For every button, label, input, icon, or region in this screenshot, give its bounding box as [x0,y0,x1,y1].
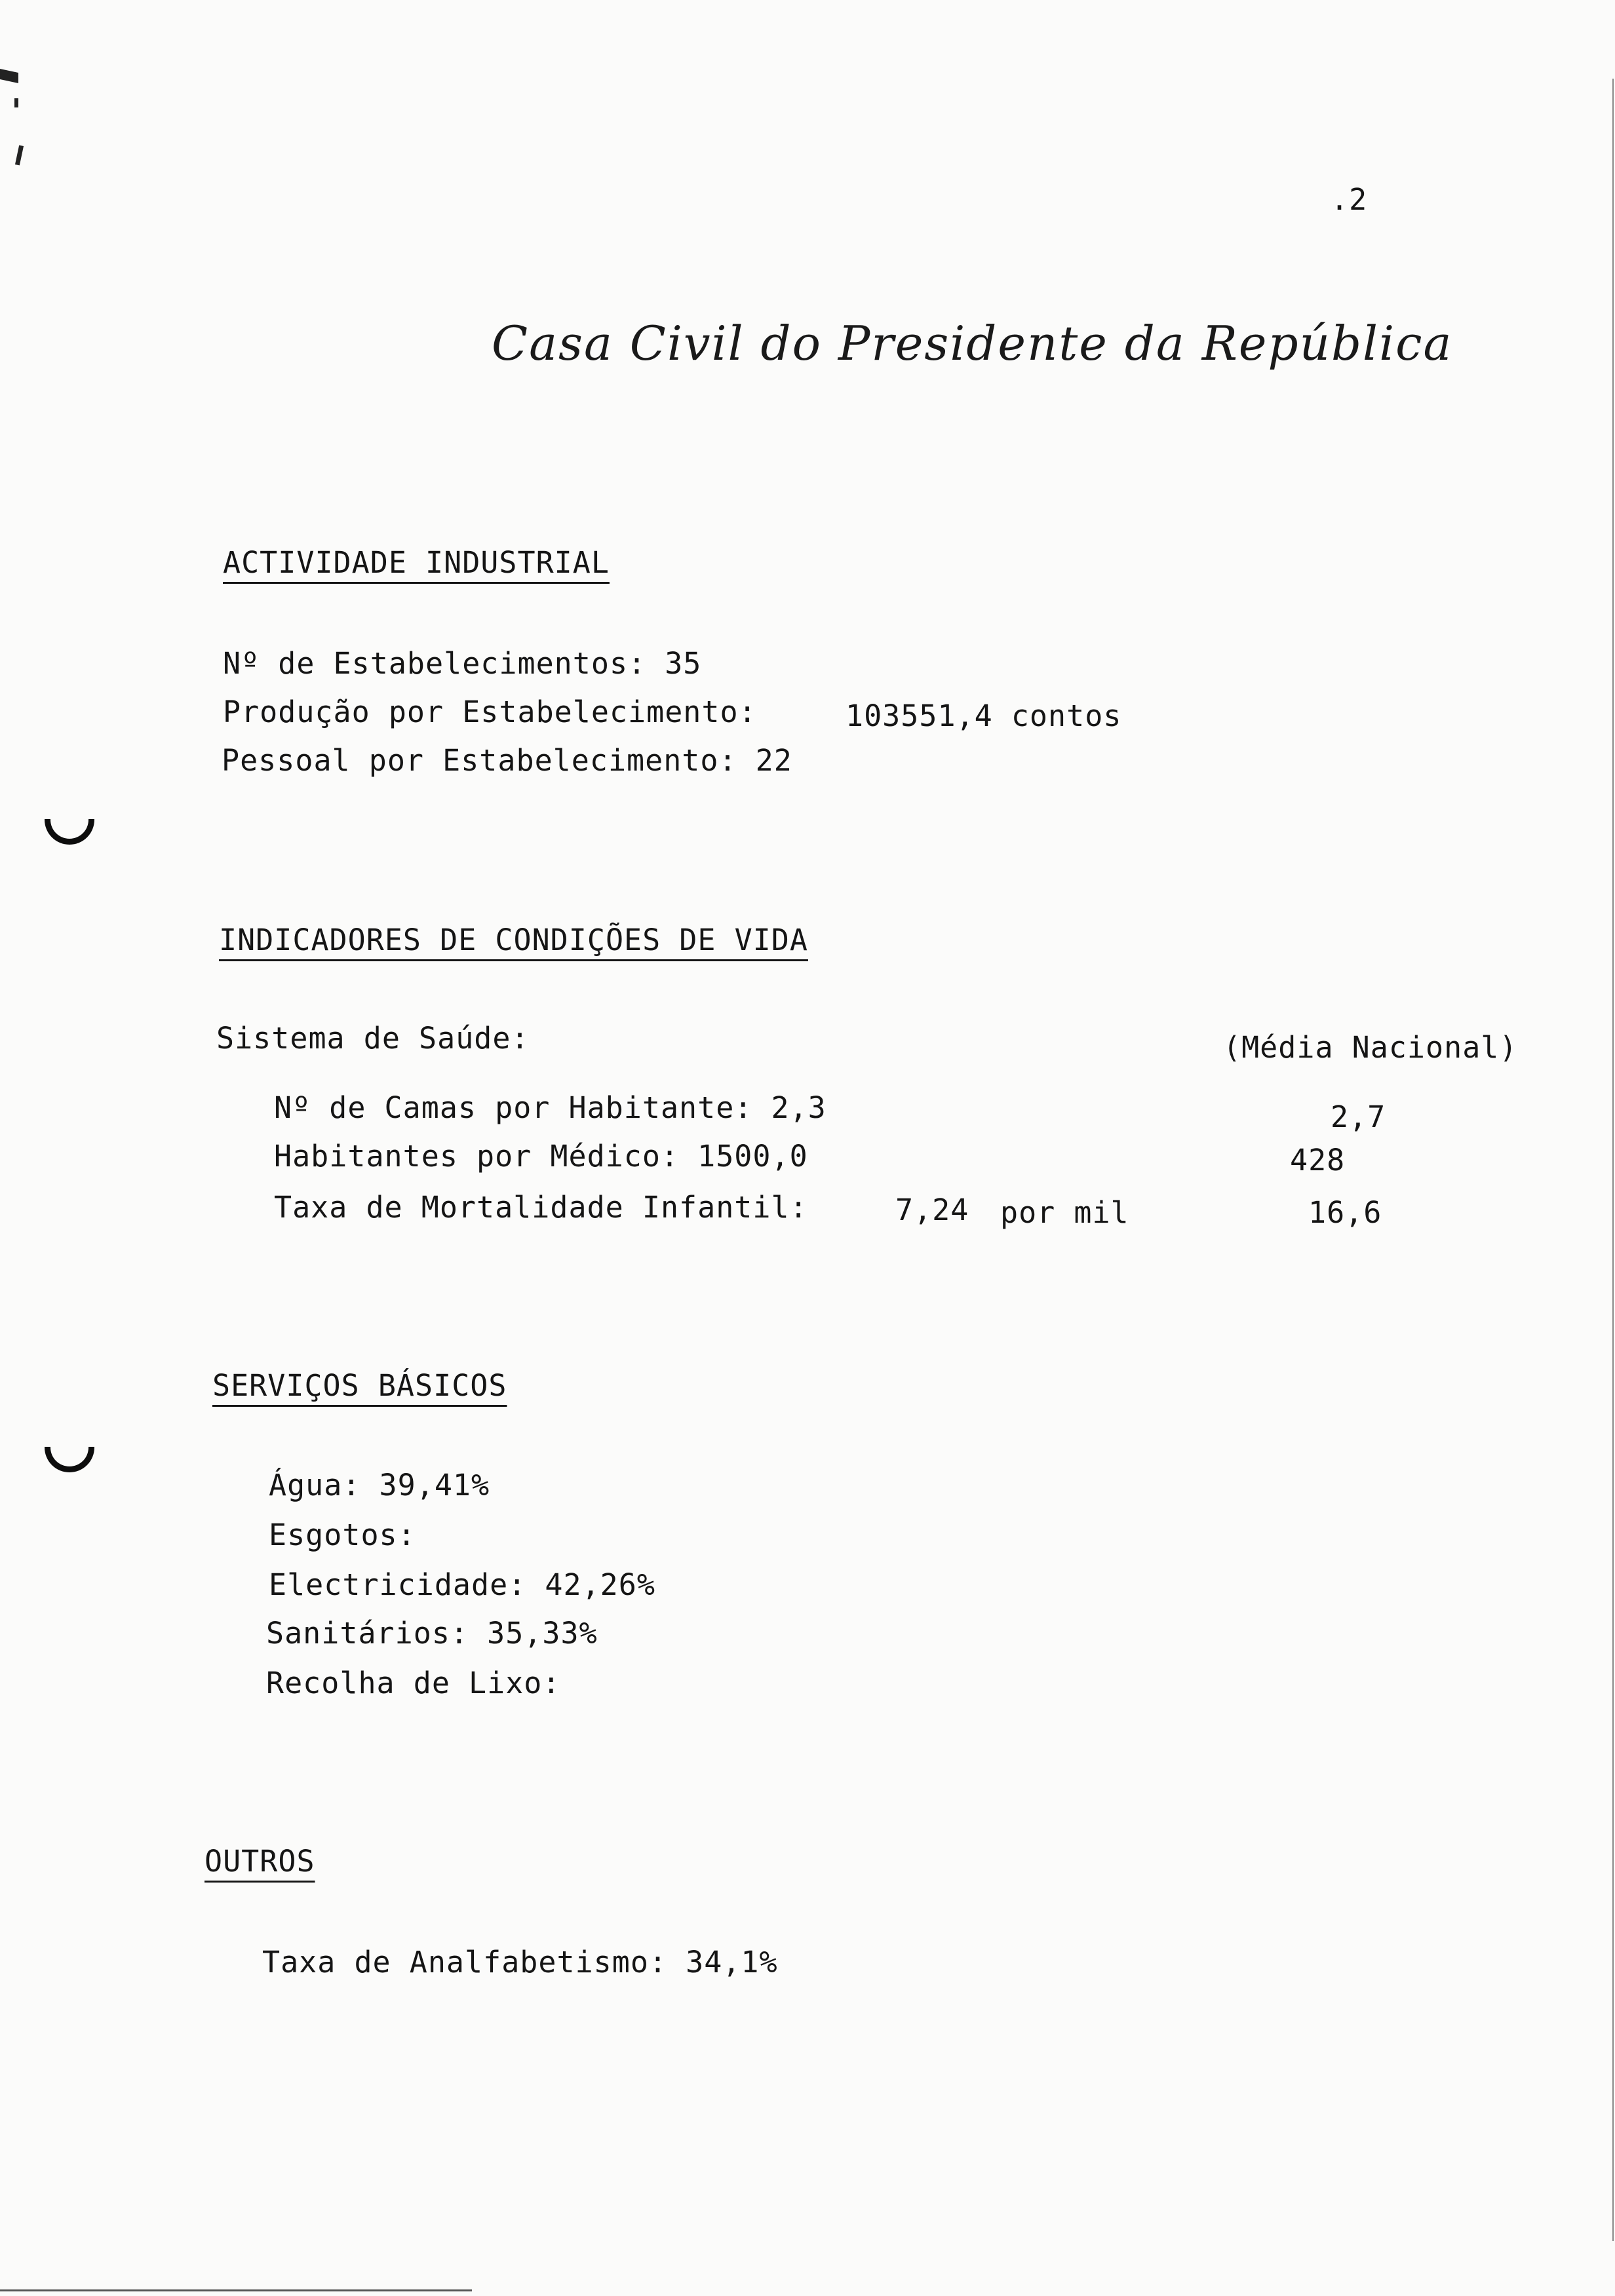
infant-mortality-label: Taxa de Mortalidade Infantil: [274,1190,808,1225]
infant-mortality-value: 7,24 [895,1193,969,1227]
establishments-count: Nº de Estabelecimentos: 35 [223,646,702,681]
service-waste-collection: Recolha de Lixo: [266,1666,561,1700]
hole-punch-mark [45,1447,94,1472]
health-system-label: Sistema de Saúde: [216,1021,530,1056]
infant-mortality-unit: por mil [1000,1195,1129,1230]
staff-per-establishment: Pessoal por Estabelecimento: 22 [222,743,792,778]
inhabitants-per-doctor: Habitantes por Médico: 1500,0 [274,1139,808,1174]
beds-per-inhabitant: Nº de Camas por Habitante: 2,3 [274,1090,827,1125]
section-heading-industrial: ACTIVIDADE INDUSTRIAL [223,545,610,580]
national-average-label: (Média Nacional) [1223,1030,1518,1065]
page-number: .2 [1331,182,1368,217]
section-heading-others: OUTROS [204,1844,315,1879]
hole-punch-mark [45,819,94,845]
scan-artifact [15,145,24,166]
scan-artifact [14,98,18,107]
production-value: 103551,4 contos [846,698,1122,733]
scan-artifact [0,69,18,83]
inhabitants-national-average: 428 [1290,1143,1346,1177]
service-electricity: Electricidade: 42,26% [269,1567,655,1602]
service-sewage: Esgotos: [269,1518,416,1552]
beds-national-average: 2,7 [1331,1100,1386,1134]
letterhead: Casa Civil do Presidente da República [492,316,1453,371]
section-heading-basic-services: SERVIÇOS BÁSICOS [212,1368,507,1403]
scan-bottom-line [0,2289,472,2291]
section-heading-living-conditions: INDICADORES DE CONDIÇÕES DE VIDA [219,923,808,957]
scan-edge-line [1612,79,1614,2241]
illiteracy-rate: Taxa de Analfabetismo: 34,1% [262,1945,778,1980]
service-water: Água: 39,41% [269,1468,490,1502]
service-sanitation: Sanitários: 35,33% [266,1616,598,1651]
infant-mortality-national-average: 16,6 [1308,1195,1382,1230]
production-label: Produção por Estabelecimento: [223,695,757,729]
